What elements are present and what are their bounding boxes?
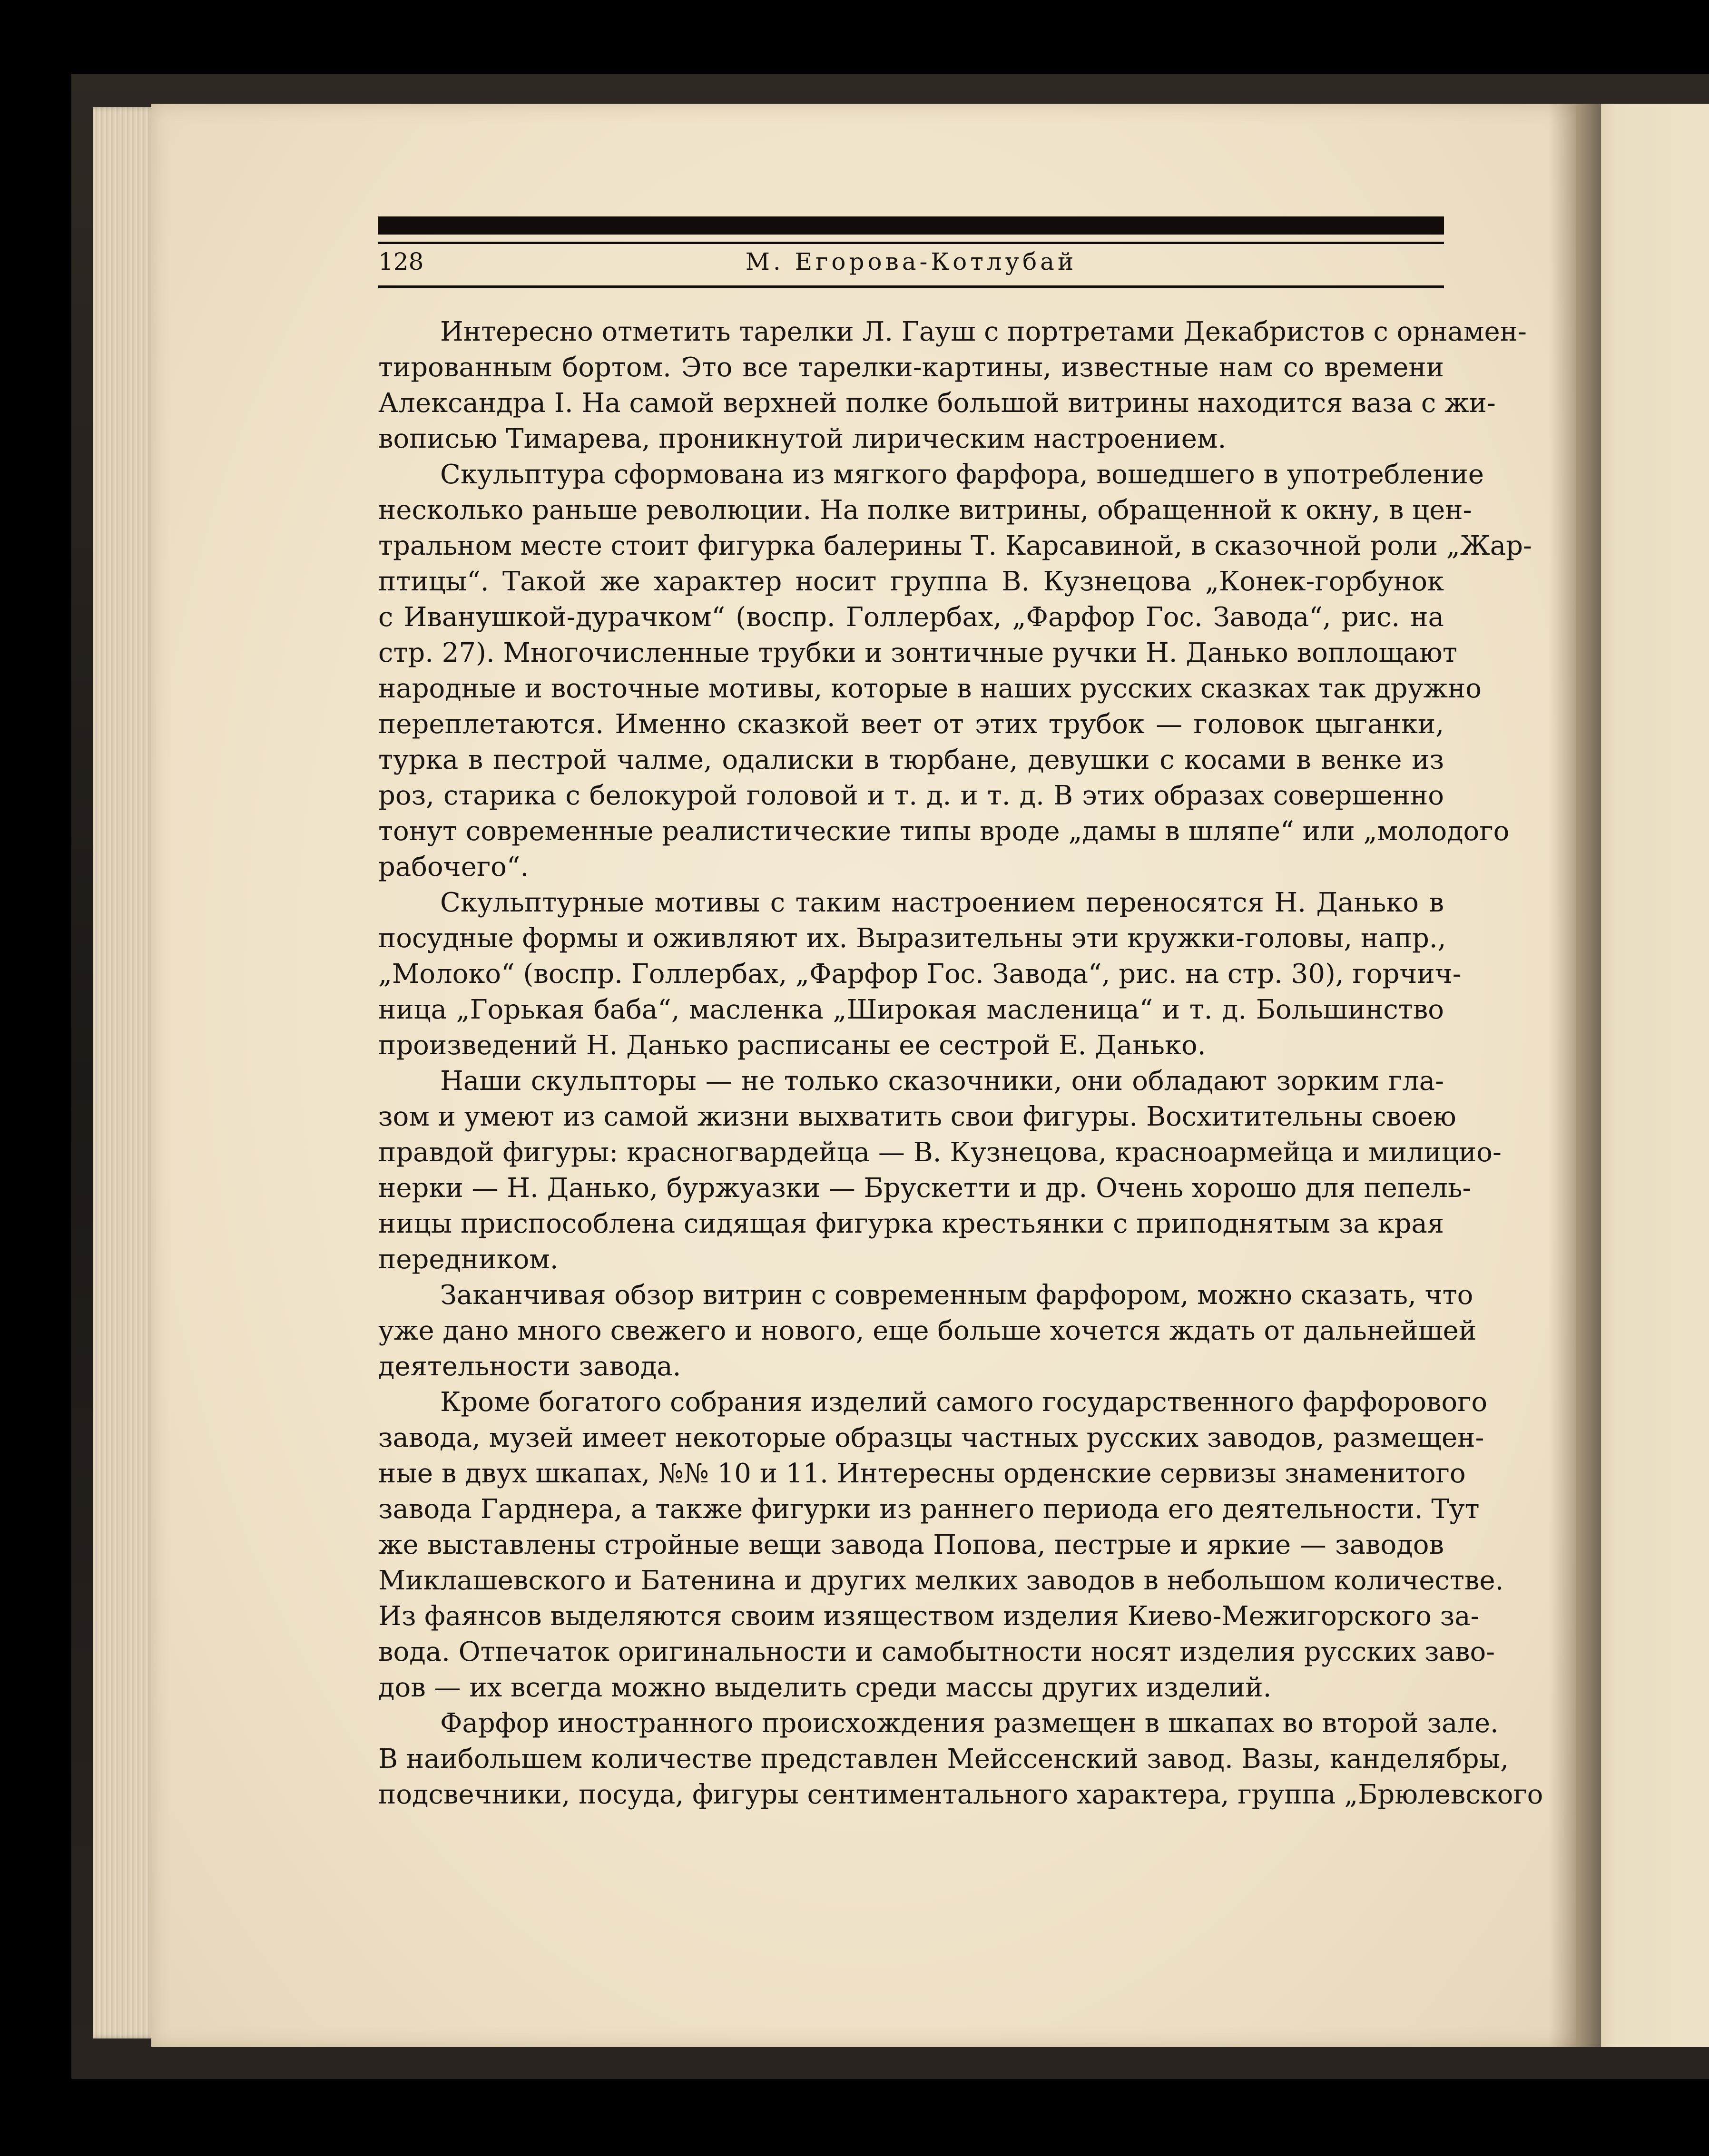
text-line: Наши скульпторы — не только сказочники, они обладают зорким гла-: [440, 1066, 1444, 1097]
running-head: М. Егорова-Котлубай: [745, 248, 1077, 275]
paragraph: [378, 1277, 1477, 1384]
text-line: нерки — Н. Данько, буржуазки — Брускетти и др. Очень хорошо для пепель-: [378, 1173, 1472, 1204]
text-line: тральном месте стоит фигурка балерины Т. Карсавиной, в сказочной роли „Жар-: [378, 530, 1532, 561]
text-line: народные и восточные мотивы, которые в наших русских сказках так дружно: [378, 673, 1482, 704]
text-line: деятельности завода.: [378, 1351, 681, 1382]
text-line: передником.: [378, 1244, 559, 1275]
paragraph: [378, 885, 1462, 1063]
page-gutter: [1549, 104, 1601, 2047]
header-rule-thin: [378, 242, 1444, 244]
text-line: Скульптура сформована из мягкого фарфора, вошедшего в употребление: [440, 459, 1484, 490]
header-rule-thick: [378, 216, 1444, 235]
text-line: вода. Отпечаток оригинальности и самобытности носят изделия русских заво-: [378, 1637, 1495, 1667]
paragraph: [378, 457, 1532, 885]
text-line: В наибольшем количестве представлен Мейссенский завод. Вазы, канделябры,: [378, 1744, 1509, 1774]
paragraph: [378, 1063, 1502, 1277]
text-line: завода Гарднера, а также фигурки из раннего периода его деятельности. Тут: [378, 1494, 1480, 1525]
text-line: посудные формы и оживляют их. Выразительны эти кружки-головы, напр.,: [378, 923, 1446, 954]
paragraph: [378, 1384, 1504, 1705]
text-line: Интересно отметить тарелки Л. Гауш с портретами Декабристов с орнамен-: [440, 316, 1527, 347]
text-line: Фарфор иностранного происхождения размещен в шкапах во второй зале.: [440, 1708, 1499, 1739]
text-line: ницы приспособлена сидящая фигурка крестьянки с приподнятым за края: [378, 1208, 1444, 1239]
text-line: несколько раньше революции. На полке витрины, обращенной к окну, в цен-: [378, 495, 1472, 526]
paragraph: [378, 1705, 1543, 1813]
text-line: завода, музей имеет некоторые образцы частных русских заводов, размещен-: [378, 1422, 1484, 1453]
text-line: тированным бортом. Это все тарелки-картины, известные нам со времени: [378, 352, 1444, 383]
text-line: зом и умеют из самой жизни выхватить свои фигуры. Восхитительны своею: [378, 1101, 1456, 1132]
text-line: тонут современные реалистические типы вроде „дамы в шляпе“ или „молодого: [378, 816, 1510, 847]
text-line: Александра I. На самой верхней полке большой витрины находится ваза с жи-: [378, 388, 1496, 419]
text-line: дов — их всегда можно выделить среди массы других изделий.: [378, 1672, 1272, 1703]
page-number: 128: [378, 248, 424, 275]
page-edges: [93, 107, 157, 2038]
text-line: ные в двух шкапах, №№ 10 и 11. Интересны орденские сервизы знаменитого: [378, 1458, 1466, 1489]
text-line: роз, старика с белокурой головой и т. д. и т. д. В этих образах совершенно: [378, 780, 1444, 811]
text-line: турка в пестрой чалме, одалиски в тюрбане, девушки с косами в венке из: [378, 745, 1444, 775]
text-line: правдой фигуры: красногвардейца — В. Кузнецова, красноармейца и милицио-: [378, 1137, 1502, 1168]
text-line: уже дано много свежего и нового, еще больше хочется ждать от дальнейшей: [378, 1315, 1477, 1346]
text-line: произведений Н. Данько расписаны ее сестрой Е. Данько.: [378, 1030, 1206, 1061]
text-line: птицы“. Такой же характер носит группа В. Кузнецова „Конек-горбунок: [378, 566, 1444, 597]
text-line: стр. 27). Многочисленные трубки и зонтичные ручки Н. Данько воплощают: [378, 637, 1457, 668]
text-line: Скульптурные мотивы с таким настроением переносятся Н. Данько в: [440, 887, 1444, 918]
text-line: Миклашевского и Батенина и других мелких заводов в небольшом количестве.: [378, 1565, 1504, 1596]
text-line: „Молоко“ (воспр. Голлербах, „Фарфор Гос. Завода“, рис. на стр. 30), горчич-: [378, 959, 1462, 990]
text-line: вописью Тимарева, проникнутой лирическим настроением.: [378, 423, 1227, 454]
text-line: Заканчивая обзор витрин с современным фарфором, можно сказать, что: [440, 1280, 1473, 1311]
text-line: подсвечники, посуда, фигуры сентиментального характера, группа „Брюлевского: [378, 1779, 1543, 1810]
body-text: [378, 314, 1543, 1813]
text-line: рабочего“.: [378, 852, 529, 882]
text-line: Кроме богатого собрания изделий самого государственного фарфорового: [440, 1387, 1488, 1418]
text-line: Из фаянсов выделяются своим изяществом изделия Киево-Межигорского за-: [378, 1601, 1480, 1632]
header-rule-bottom: [378, 285, 1444, 288]
text-line: с Иванушкой-дурачком“ (воспр. Голлербах, „Фарфор Гос. Завода“, рис. на: [378, 602, 1444, 633]
text-line: переплетаются. Именно сказкой веет от этих трубок — головок цыганки,: [378, 709, 1444, 740]
text-line: же выставлены стройные вещи завода Попова, пестрые и яркие — заводов: [378, 1529, 1444, 1560]
paragraph: [378, 314, 1527, 457]
text-line: ница „Горькая баба“, масленка „Широкая масленица“ и т. д. Большинство: [378, 994, 1444, 1025]
